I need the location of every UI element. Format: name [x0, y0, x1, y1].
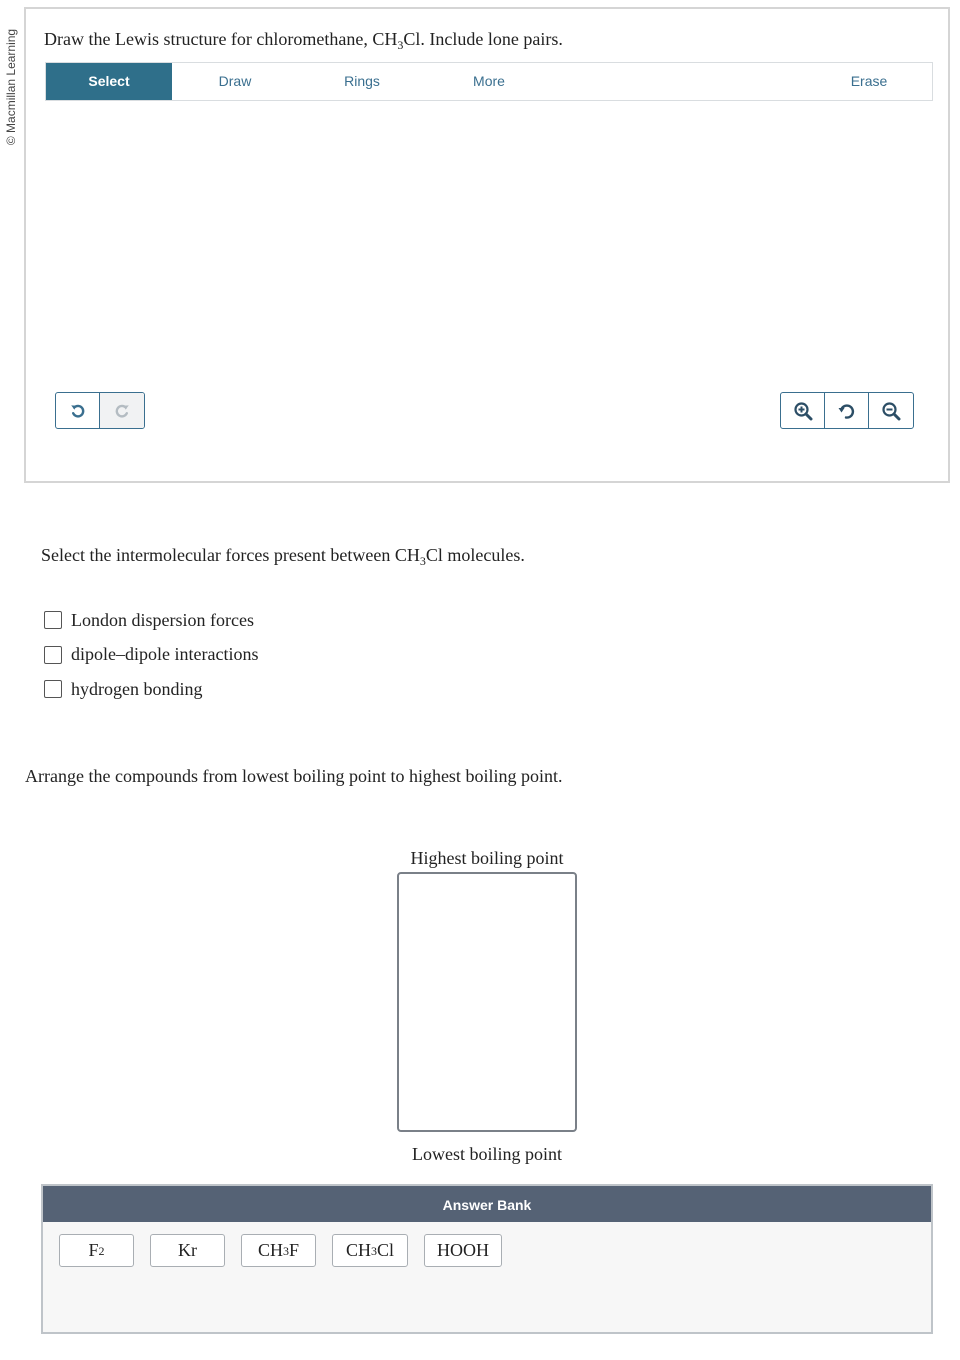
- zoom-in-button[interactable]: [781, 393, 825, 428]
- question-1-prompt: [44, 29, 563, 50]
- undo-icon: [69, 402, 87, 420]
- prompt-1-text-a: Draw the Lewis structure for chloromethane, CH: [44, 29, 398, 49]
- draw-tool-button[interactable]: Draw: [218, 73, 252, 89]
- tile-text-tail: Cl: [377, 1240, 395, 1260]
- prompt-2-text-a: Select the intermolecular forces present between CH: [41, 545, 420, 565]
- question-2-prompt: [41, 545, 525, 566]
- erase-tool-button[interactable]: Erase: [850, 73, 888, 89]
- zoom-out-button[interactable]: [869, 393, 913, 428]
- select-tool-button[interactable]: Select: [46, 63, 172, 100]
- zoom-out-icon: [881, 401, 901, 421]
- copyright-label: [0, 16, 22, 158]
- rings-tool-button[interactable]: Rings: [344, 73, 380, 89]
- prompt-1-text-b: Cl. Include lone pairs.: [403, 29, 563, 49]
- zoom-controls: [780, 392, 914, 429]
- answer-bank-tiles: [59, 1234, 518, 1267]
- tile-text: F: [88, 1240, 99, 1260]
- lowest-boiling-label: Lowest boiling point: [412, 1144, 562, 1164]
- option-london-dispersion[interactable]: [44, 603, 258, 638]
- prompt-1-subscript: 3: [397, 38, 404, 52]
- answer-bank-header: Answer Bank: [43, 1186, 931, 1222]
- zoom-reset-icon: [837, 401, 857, 421]
- tile-text: CH: [345, 1240, 371, 1260]
- undo-redo-group: [55, 392, 145, 429]
- zoom-in-icon: [793, 401, 813, 421]
- ranking-drop-zone[interactable]: [397, 872, 577, 1132]
- tile-text: Kr: [178, 1240, 197, 1260]
- tile-text-tail: F: [289, 1240, 300, 1260]
- option-hydrogen-bonding[interactable]: [44, 672, 258, 707]
- option-label: dipole–dipole interactions: [71, 644, 259, 665]
- more-tool-button[interactable]: More: [473, 73, 505, 89]
- option-label: London dispersion forces: [71, 609, 254, 630]
- answer-bank: [41, 1184, 933, 1334]
- undo-button[interactable]: [56, 393, 100, 428]
- drawing-panel: [24, 7, 950, 483]
- highest-boiling-label: Highest boiling point: [410, 848, 564, 868]
- tile-text: CH: [257, 1240, 283, 1260]
- checkbox[interactable]: [44, 646, 62, 664]
- checkbox[interactable]: [44, 680, 62, 698]
- imf-options: [44, 603, 258, 707]
- drawing-toolbar: [45, 62, 933, 101]
- prompt-2-text-b: Cl molecules.: [425, 545, 525, 565]
- answer-tile-hooh[interactable]: [424, 1234, 502, 1267]
- zoom-reset-button[interactable]: [825, 393, 869, 428]
- option-dipole-dipole[interactable]: [44, 638, 258, 673]
- prompt-2-subscript: 3: [419, 554, 426, 568]
- option-label: hydrogen bonding: [71, 678, 203, 699]
- copyright-text: © Macmillan Learning: [4, 28, 19, 146]
- answer-tile-kr[interactable]: [150, 1234, 225, 1267]
- tile-text: HOOH: [437, 1240, 489, 1260]
- answer-tile-f2[interactable]: F 2: [59, 1234, 134, 1267]
- question-3-prompt: Arrange the compounds from lowest boiling point to highest boiling point.: [25, 766, 563, 786]
- redo-button[interactable]: [100, 393, 144, 428]
- answer-tile-ch3f[interactable]: CH 3 F: [241, 1234, 316, 1267]
- redo-icon: [113, 402, 131, 420]
- answer-tile-ch3cl[interactable]: CH 3 Cl: [332, 1234, 408, 1267]
- checkbox[interactable]: [44, 611, 62, 629]
